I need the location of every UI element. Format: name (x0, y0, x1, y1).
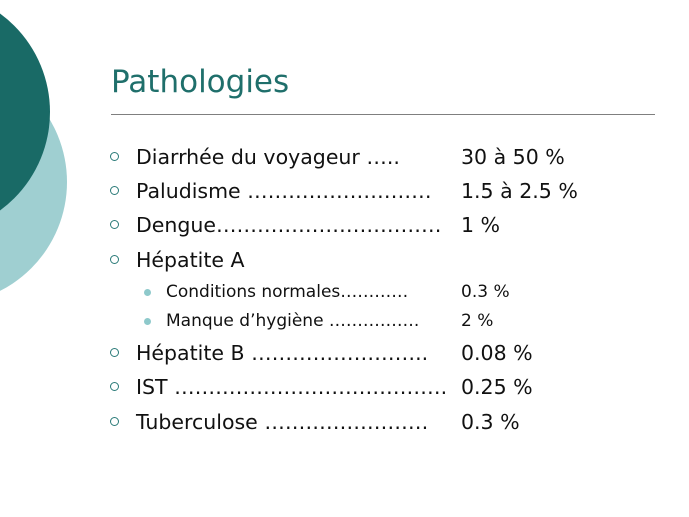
subitem-value: 2 % (461, 311, 494, 331)
hollow-circle-bullet-icon (110, 152, 119, 161)
slide-title: Pathologies (111, 64, 290, 100)
subitem-value: 0.3 % (461, 282, 510, 302)
hollow-circle-bullet-icon (110, 220, 119, 229)
item-value: 1 % (461, 213, 501, 237)
item-value: 0.08 % (461, 341, 533, 365)
item-label: Tuberculose …………………… (136, 410, 429, 434)
item-value: 1.5 à 2.5 % (461, 179, 578, 203)
filled-circle-bullet-icon (144, 289, 151, 296)
decorative-circles (0, 0, 120, 300)
item-label: IST …………………………………. (136, 375, 448, 399)
item-value: 0.25 % (461, 375, 533, 399)
item-label: Hépatite A (136, 248, 245, 272)
hollow-circle-bullet-icon (110, 186, 119, 195)
hollow-circle-bullet-icon (110, 417, 119, 426)
item-value: 30 à 50 % (461, 145, 565, 169)
filled-circle-bullet-icon (144, 318, 151, 325)
item-label: Paludisme ……………………… (136, 179, 432, 203)
hollow-circle-bullet-icon (110, 348, 119, 357)
hollow-circle-bullet-icon (110, 255, 119, 264)
subitem-label: Conditions normales………… (166, 282, 409, 302)
title-divider (111, 114, 655, 115)
subitem-label: Manque d’hygiène ……………. (166, 311, 420, 331)
item-value: 0.3 % (461, 410, 520, 434)
item-label: Hépatite B …………………….. (136, 341, 429, 365)
item-label: Diarrhée du voyageur ….. (136, 145, 400, 169)
hollow-circle-bullet-icon (110, 382, 119, 391)
item-label: Dengue…………………………… (136, 213, 442, 237)
